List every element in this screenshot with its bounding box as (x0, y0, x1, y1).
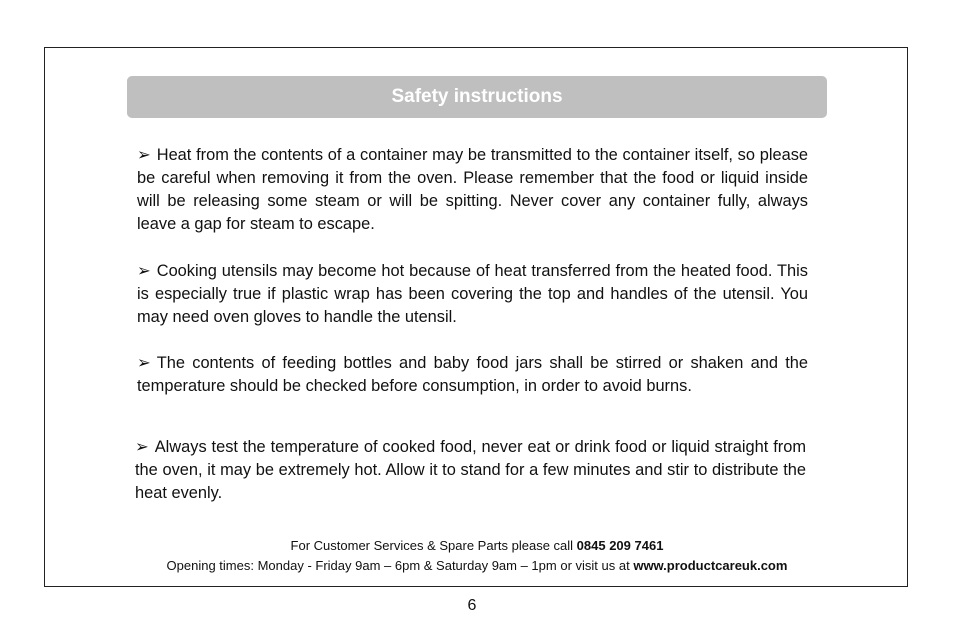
arrow-bullet-icon: ➢ (137, 146, 151, 164)
services-text: For Customer Services & Spare Parts please call (290, 538, 574, 553)
instruction-item (137, 144, 808, 236)
website-link[interactable]: www.productcareuk.com (633, 558, 788, 573)
section-header (127, 76, 827, 118)
arrow-bullet-icon: ➢ (137, 354, 151, 372)
instruction-text: Cooking utensils may become hot because of heat transferred from the heated food. This is especially true if plastic wrap has been covering the top and handles of the utensil. You may need oven gloves to handle the utensil. (137, 262, 808, 326)
hours-text: Opening times: Monday - Friday 9am – 6pm & Saturday 9am – 1pm or visit us at (166, 558, 630, 573)
arrow-bullet-icon: ➢ (135, 438, 149, 456)
instruction-item (137, 352, 808, 398)
instruction-item (137, 260, 808, 329)
instruction-text: Heat from the contents of a container may be transmitted to the container itself, so please be careful when removing it from the oven. Please remember that the food or liquid inside will be releasing some steam or will be spitting. Never cover any container fully, always leave a gap for steam to escape. (137, 146, 808, 233)
instruction-item (135, 436, 806, 505)
opening-times-line (0, 558, 954, 573)
instruction-text: The contents of feeding bottles and baby food jars shall be stirred or shaken and the temperature should be checked before consumption, in order to avoid burns. (137, 354, 808, 395)
page-number: 6 (467, 597, 477, 614)
customer-services-line (0, 538, 954, 553)
instruction-text: Always test the temperature of cooked food, never eat or drink food or liquid straight from the oven, it may be extremely hot. Allow it to stand for a few minutes and stir to distribute the heat evenly. (135, 438, 806, 502)
section-title: Safety instructions (391, 86, 563, 107)
phone-number: 0845 209 7461 (576, 538, 664, 553)
arrow-bullet-icon: ➢ (137, 262, 151, 280)
